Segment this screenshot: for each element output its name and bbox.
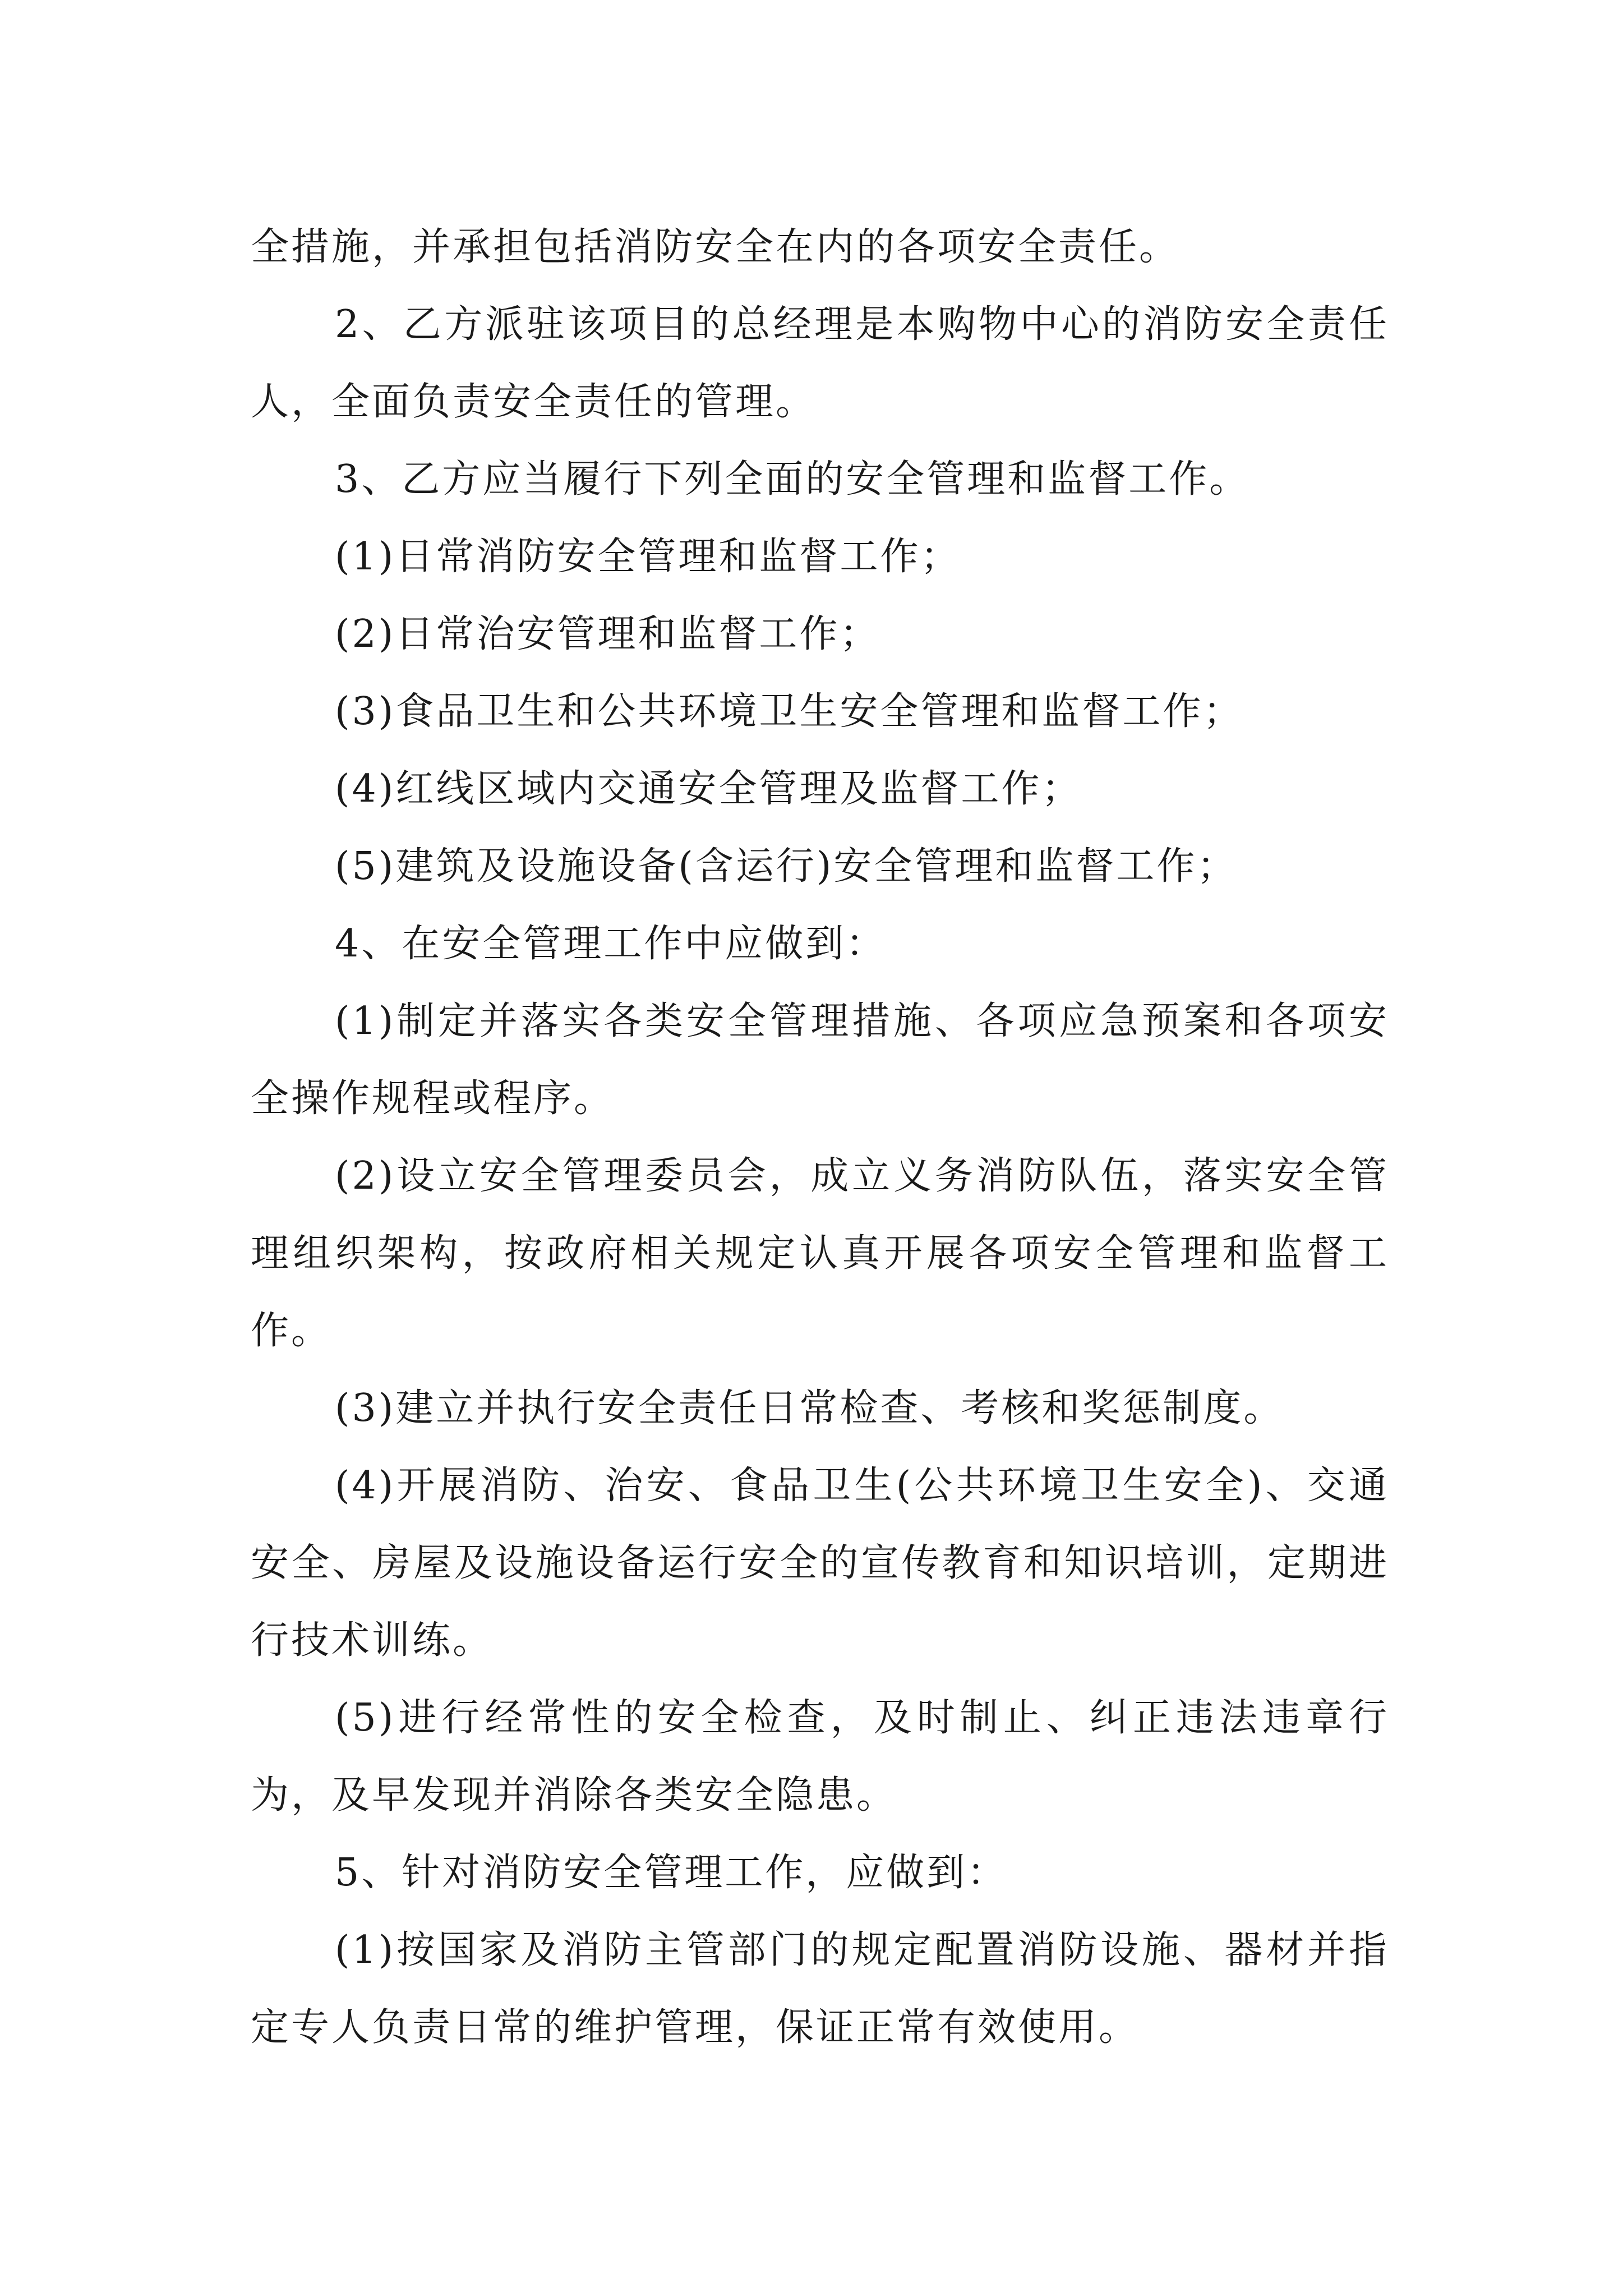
paragraph-9: 4、在安全管理工作中应做到： [335, 922, 887, 966]
paragraph-3: 3、乙方应当履行下列全面的安全管理和监督工作。 [335, 457, 1250, 501]
paragraph-12: (3)建立并执行安全责任日常检查、考核和奖惩制度。 [335, 1386, 1284, 1430]
paragraph-7: (4)红线区域内交通安全管理及监督工作； [335, 767, 1082, 811]
paragraph-13: (4)开展消防、治安、食品卫生(公共环境卫生安全)、交通安全、房屋及设施设备运行安全的宣传教育和知识培训，定期进行技术训练。 [251, 1464, 1389, 1663]
paragraph-15: 5、针对消防安全管理工作，应做到： [335, 1851, 1008, 1895]
paragraph-1: 全措施，并承担包括消防安全在内的各项安全责任。 [251, 225, 1180, 269]
paragraph-16: (1)按国家及消防主管部门的规定配置消防设施、器材并指定专人负责日常的维护管理，保证正常有效使用。 [251, 1928, 1389, 2050]
paragraph-5: (2)日常治安管理和监督工作； [335, 612, 880, 656]
paragraph-8: (5)建筑及设施设备(含运行)安全管理和监督工作； [335, 844, 1238, 889]
paragraph-4: (1)日常消防安全管理和监督工作； [335, 535, 961, 579]
paragraph-6: (3)食品卫生和公共环境卫生安全管理和监督工作； [335, 689, 1244, 734]
paragraph-14: (5)进行经常性的安全检查，及时制止、纠正违法违章行为，及早发现并消除各类安全隐患。 [251, 1696, 1389, 1818]
paragraph-2: 2、乙方派驻该项目的总经理是本购物中心的消防安全责任人，全面负责安全责任的管理。 [251, 302, 1389, 424]
document-body [251, 209, 1389, 2067]
paragraph-11: (2)设立安全管理委员会，成立义务消防队伍，落实安全管理组织架构，按政府相关规定认真开展各项安全管理和监督工作。 [251, 1154, 1389, 1353]
paragraph-10: (1)制定并落实各类安全管理措施、各项应急预案和各项安全操作规程或程序。 [251, 999, 1389, 1121]
